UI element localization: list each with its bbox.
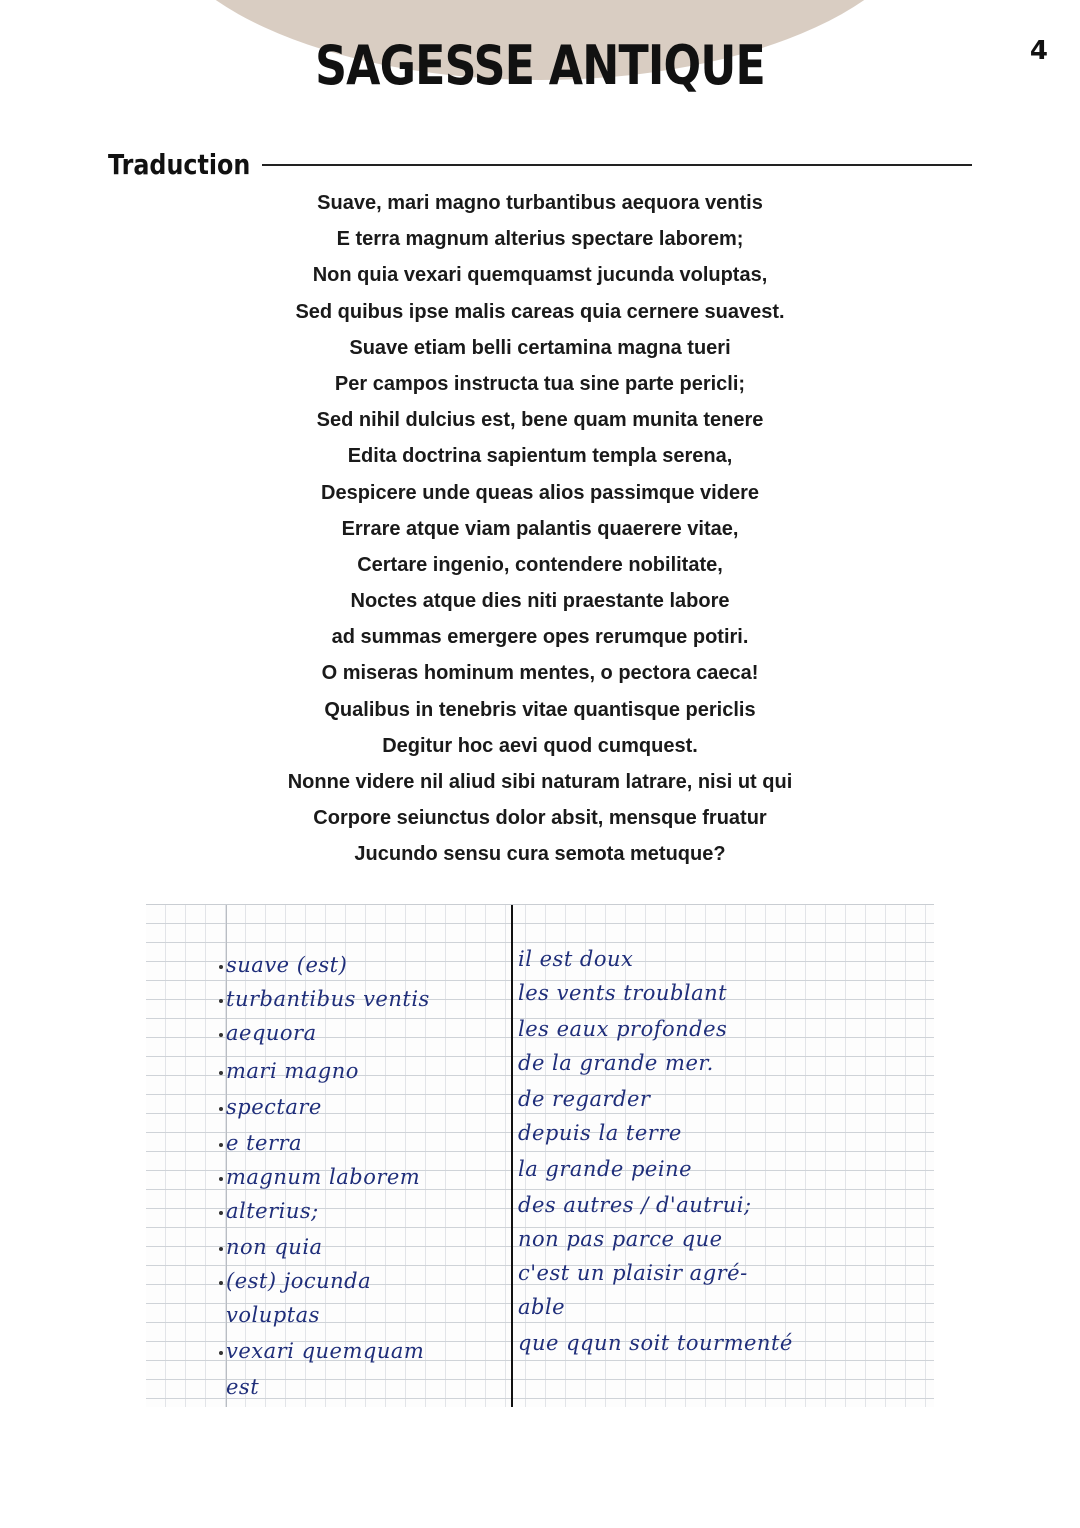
- french-note: il est doux: [518, 947, 634, 971]
- latin-note: turbantibus ventis: [226, 987, 430, 1011]
- poem-line: Non quia vexari quemquamst jucunda voluptas,: [312, 264, 768, 287]
- french-note: non pas parce que: [518, 1227, 723, 1251]
- latin-note: voluptas: [226, 1303, 320, 1327]
- bullet-dot: [219, 1107, 223, 1111]
- bullet-dot: [219, 1071, 223, 1075]
- bullet-dot: [219, 999, 223, 1003]
- french-note: les vents troublant: [518, 981, 728, 1005]
- latin-note: non quia: [226, 1235, 323, 1259]
- french-note: des autres / d'autrui;: [518, 1193, 752, 1217]
- latin-note: suave (est): [226, 953, 348, 977]
- poem-line: ad summas emergere opes rerumque potiri.: [331, 626, 749, 649]
- poem-line: Certare ingenio, contendere nobilitate,: [357, 553, 723, 576]
- page-title: SAGESSE ANTIQUE: [315, 34, 765, 97]
- french-note: depuis la terre: [518, 1121, 682, 1145]
- french-note: able: [518, 1295, 566, 1319]
- poem-line: Sed quibus ipse malis careas quia cernere suavest.: [295, 300, 785, 323]
- page-number: 4: [1029, 36, 1048, 66]
- poem-line: Suave etiam belli certamina magna tueri: [349, 336, 731, 359]
- poem-line: Per campos instructa tua sine parte pericli;: [334, 372, 746, 395]
- french-note: c'est un plaisir agré-: [518, 1261, 748, 1285]
- bullet-dot: [219, 965, 223, 969]
- poem-line: Qualibus in tenebris vitae quantisque periclis: [324, 698, 756, 721]
- french-note: la grande peine: [518, 1157, 693, 1181]
- poem-line: Nonne videre nil aliud sibi naturam latrare, nisi ut qui: [287, 771, 793, 793]
- poem-line: Edita doctrina sapientum templa serena,: [347, 445, 733, 468]
- bullet-dot: [219, 1351, 223, 1355]
- latin-note: magnum laborem: [226, 1165, 421, 1189]
- bullet-dot: [219, 1211, 223, 1215]
- poem-line: Suave, mari magno turbantibus aequora ventis: [317, 192, 763, 214]
- latin-note: vexari quemquam: [226, 1339, 425, 1363]
- poem-line: Noctes atque dies niti praestante labore: [350, 590, 730, 613]
- poem-line: Corpore seiunctus dolor absit, mensque fruatur: [313, 807, 767, 830]
- poem-line: E terra magnum alterius spectare laborem;: [336, 228, 744, 251]
- notebook-column-divider: [511, 905, 513, 1407]
- latin-note: mari magno: [226, 1059, 359, 1083]
- french-note: de regarder: [518, 1087, 651, 1111]
- bullet-dot: [219, 1281, 223, 1285]
- french-note: les eaux profondes: [518, 1017, 728, 1041]
- latin-note: spectare: [226, 1095, 322, 1119]
- poem-line: Sed nihil dulcius est, bene quam munita tenere: [316, 409, 764, 432]
- poem-line: Degitur hoc aevi quod cumquest.: [382, 734, 698, 757]
- section-divider: [262, 164, 972, 166]
- poem-line: Jucundo sensu cura semota metuque?: [354, 843, 726, 866]
- bullet-dot: [219, 1033, 223, 1037]
- bullet-dot: [219, 1247, 223, 1251]
- french-note: que qqun soit tourmenté: [518, 1331, 793, 1355]
- latin-poem: [0, 190, 1080, 878]
- french-note: de la grande mer.: [518, 1051, 714, 1075]
- bullet-dot: [219, 1143, 223, 1147]
- latin-note: (est) jocunda: [226, 1269, 372, 1293]
- handwritten-notes: [146, 904, 934, 1407]
- poem-line: O miseras hominum mentes, o pectora caeca!: [321, 662, 759, 685]
- bullet-dot: [219, 1177, 223, 1181]
- latin-note: aequora: [226, 1021, 317, 1045]
- section-heading: Traduction: [108, 148, 251, 181]
- latin-note: e terra: [226, 1131, 303, 1155]
- poem-line: Errare atque viam palantis quaerere vitae,: [341, 517, 739, 540]
- latin-note: est: [226, 1375, 260, 1399]
- poem-line: Despicere unde queas alios passimque videre: [321, 481, 759, 504]
- latin-note: alterius;: [226, 1199, 319, 1223]
